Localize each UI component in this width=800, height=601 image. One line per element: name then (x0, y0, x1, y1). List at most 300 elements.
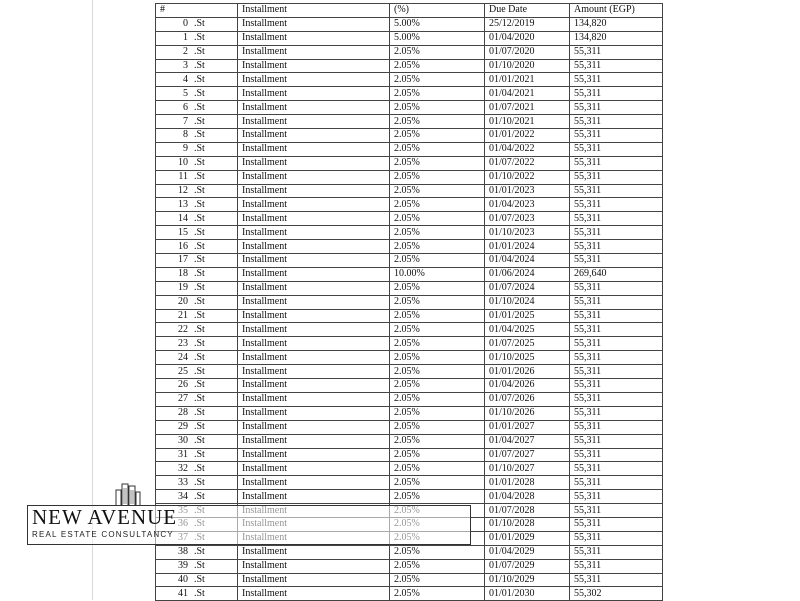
header-amount: Amount (EGP) (570, 4, 663, 18)
installment-cell: Installment (238, 379, 390, 393)
table-row (156, 545, 663, 559)
installment-cell: Installment (238, 351, 390, 365)
installment-cell: Installment (238, 129, 390, 143)
row-st-label: .St (194, 587, 205, 599)
row-number: 26 (178, 379, 188, 391)
row-st-label: .St (194, 60, 205, 71)
percent-cell: 2.05% (390, 156, 485, 170)
due-date-cell: 01/01/2028 (485, 476, 570, 490)
row-number: 7 (183, 115, 188, 127)
amount-cell: 55,311 (570, 309, 663, 323)
due-date-cell: 01/10/2024 (485, 295, 570, 309)
row-number: 21 (178, 310, 188, 322)
amount-cell: 55,311 (570, 170, 663, 184)
row-number: 17 (178, 254, 188, 266)
row-number: 39 (178, 560, 188, 572)
row-st-label: .St (194, 157, 205, 169)
percent-cell: 2.05% (390, 184, 485, 198)
row-number: 41 (178, 587, 188, 599)
row-number-cell (156, 115, 238, 129)
row-st-label: .St (194, 143, 205, 155)
row-number: 4 (183, 73, 188, 85)
row-number-cell (156, 240, 238, 254)
amount-cell: 55,311 (570, 573, 663, 587)
table-row (156, 198, 663, 212)
amount-cell: 55,311 (570, 351, 663, 365)
table-row (156, 45, 663, 59)
row-number-cell (156, 198, 238, 212)
row-st-label: .St (194, 490, 205, 502)
installment-cell: Installment (238, 254, 390, 268)
row-number-cell (156, 379, 238, 393)
installment-cell: Installment (238, 115, 390, 129)
installment-cell: Installment (238, 198, 390, 212)
row-number-cell (156, 87, 238, 101)
percent-cell: 2.05% (390, 406, 485, 420)
row-number-cell (156, 129, 238, 143)
row-st-label: .St (194, 73, 205, 85)
table-row (156, 462, 663, 476)
table-row (156, 129, 663, 143)
table-row (156, 351, 663, 365)
installment-cell: Installment (238, 573, 390, 587)
amount-cell: 55,311 (570, 462, 663, 476)
table-row (156, 490, 663, 504)
percent-cell: 2.05% (390, 115, 485, 129)
row-number-cell (156, 309, 238, 323)
percent-cell: 2.05% (390, 87, 485, 101)
table-row (156, 101, 663, 115)
amount-cell: 55,311 (570, 490, 663, 504)
amount-cell: 55,311 (570, 87, 663, 101)
table-row (156, 323, 663, 337)
table-row (156, 115, 663, 129)
percent-cell: 2.05% (390, 379, 485, 393)
row-number: 23 (178, 337, 188, 349)
percent-cell: 2.05% (390, 337, 485, 351)
watermark-title: NEW AVENUE (32, 505, 178, 529)
row-st-label: .St (194, 421, 205, 433)
row-number-cell (156, 323, 238, 337)
installment-cell: Installment (238, 448, 390, 462)
amount-cell: 55,311 (570, 142, 663, 156)
row-st-label: .St (194, 365, 205, 377)
row-st-label: .St (194, 337, 205, 349)
percent-cell: 2.05% (390, 240, 485, 254)
row-number-cell (156, 448, 238, 462)
row-number: 1 (183, 32, 188, 44)
percent-cell: 2.05% (390, 462, 485, 476)
table-row (156, 87, 663, 101)
percent-cell: 2.05% (390, 476, 485, 490)
installment-cell: Installment (238, 31, 390, 45)
amount-cell: 55,311 (570, 504, 663, 518)
installment-cell: Installment (238, 406, 390, 420)
row-st-label: .St (194, 379, 205, 391)
percent-cell: 2.05% (390, 281, 485, 295)
row-number-cell (156, 476, 238, 490)
row-number-cell (156, 406, 238, 420)
due-date-cell: 01/10/2022 (485, 170, 570, 184)
row-st-label: .St (194, 254, 205, 266)
due-date-cell: 01/04/2022 (485, 142, 570, 156)
row-number-cell (156, 156, 238, 170)
due-date-cell: 01/07/2028 (485, 504, 570, 518)
percent-cell: 2.05% (390, 573, 485, 587)
row-number-cell (156, 462, 238, 476)
row-number: 24 (178, 351, 188, 363)
installment-cell: Installment (238, 420, 390, 434)
row-number: 40 (178, 573, 188, 585)
row-number-cell (156, 254, 238, 268)
row-number: 16 (178, 240, 188, 252)
row-number: 22 (178, 323, 188, 335)
due-date-cell: 01/10/2023 (485, 226, 570, 240)
percent-cell: 2.05% (390, 351, 485, 365)
percent-cell: 2.05% (390, 309, 485, 323)
row-st-label: .St (194, 115, 205, 127)
row-number: 27 (178, 393, 188, 405)
due-date-cell: 01/04/2020 (485, 31, 570, 45)
due-date-cell: 01/06/2024 (485, 267, 570, 281)
due-date-cell: 01/07/2022 (485, 156, 570, 170)
amount-cell: 55,311 (570, 212, 663, 226)
due-date-cell: 01/07/2020 (485, 45, 570, 59)
amount-cell: 55,311 (570, 59, 663, 73)
row-st-label: .St (194, 46, 205, 58)
percent-cell: 2.05% (390, 434, 485, 448)
row-number: 5 (183, 87, 188, 99)
row-st-label: .St (194, 282, 205, 294)
installment-cell: Installment (238, 309, 390, 323)
row-number: 3 (183, 60, 188, 71)
amount-cell: 55,311 (570, 295, 663, 309)
table-row (156, 212, 663, 226)
row-number: 19 (178, 282, 188, 294)
table-row (156, 420, 663, 434)
header-percent: (%) (390, 4, 485, 18)
percent-cell: 2.05% (390, 365, 485, 379)
percent-cell: 5.00% (390, 17, 485, 31)
table-row (156, 337, 663, 351)
table-row (156, 379, 663, 393)
row-st-label: .St (194, 435, 205, 447)
row-st-label: .St (194, 226, 205, 238)
table-row (156, 406, 663, 420)
percent-cell: 2.05% (390, 129, 485, 143)
amount-cell: 55,311 (570, 129, 663, 143)
row-st-label: .St (194, 129, 205, 141)
installment-cell: Installment (238, 184, 390, 198)
installment-cell: Installment (238, 267, 390, 281)
installment-cell: Installment (238, 281, 390, 295)
row-number: 13 (178, 198, 188, 210)
table-row (156, 156, 663, 170)
row-number: 8 (183, 129, 188, 141)
row-number-cell (156, 365, 238, 379)
row-number-cell (156, 295, 238, 309)
due-date-cell: 01/10/2027 (485, 462, 570, 476)
amount-cell: 55,311 (570, 254, 663, 268)
installment-cell: Installment (238, 337, 390, 351)
table-header-row (156, 4, 663, 18)
row-number-cell (156, 59, 238, 73)
amount-cell: 55,311 (570, 323, 663, 337)
table-row (156, 31, 663, 45)
due-date-cell: 01/04/2026 (485, 379, 570, 393)
row-number: 9 (183, 143, 188, 155)
buildings-icon (104, 482, 152, 506)
row-number-cell (156, 392, 238, 406)
row-st-label: .St (194, 101, 205, 113)
row-st-label: .St (194, 171, 205, 183)
percent-cell: 2.05% (390, 392, 485, 406)
row-number: 25 (178, 365, 188, 377)
due-date-cell: 01/10/2028 (485, 517, 570, 531)
row-number: 32 (178, 462, 188, 474)
installment-cell: Installment (238, 101, 390, 115)
installment-cell: Installment (238, 156, 390, 170)
due-date-cell: 01/01/2023 (485, 184, 570, 198)
row-number-cell (156, 212, 238, 226)
row-number: 29 (178, 421, 188, 433)
row-number-cell (156, 559, 238, 573)
table-row (156, 365, 663, 379)
amount-cell: 55,311 (570, 420, 663, 434)
due-date-cell: 01/10/2029 (485, 573, 570, 587)
row-st-label: .St (194, 212, 205, 224)
due-date-cell: 01/10/2020 (485, 59, 570, 73)
amount-cell: 55,311 (570, 434, 663, 448)
row-number-cell (156, 587, 238, 601)
installment-cell: Installment (238, 212, 390, 226)
percent-cell: 5.00% (390, 31, 485, 45)
percent-cell: 2.05% (390, 212, 485, 226)
amount-cell: 55,311 (570, 198, 663, 212)
amount-cell: 55,311 (570, 73, 663, 87)
due-date-cell: 01/04/2024 (485, 254, 570, 268)
header-installment: Installment (238, 4, 390, 18)
row-number-cell (156, 184, 238, 198)
installment-cell: Installment (238, 365, 390, 379)
due-date-cell: 01/01/2030 (485, 587, 570, 601)
amount-cell: 55,311 (570, 337, 663, 351)
installment-cell: Installment (238, 490, 390, 504)
amount-cell: 55,311 (570, 156, 663, 170)
installment-cell: Installment (238, 476, 390, 490)
row-number: 12 (178, 185, 188, 197)
amount-cell: 134,820 (570, 17, 663, 31)
row-st-label: .St (194, 323, 205, 335)
amount-cell: 55,311 (570, 226, 663, 240)
row-st-label: .St (194, 560, 205, 572)
installment-cell: Installment (238, 295, 390, 309)
percent-cell: 2.05% (390, 59, 485, 73)
table-row (156, 559, 663, 573)
row-number-cell (156, 226, 238, 240)
row-st-label: .St (194, 32, 205, 44)
percent-cell: 2.05% (390, 45, 485, 59)
row-number-cell (156, 434, 238, 448)
percent-cell: 2.05% (390, 170, 485, 184)
amount-cell: 55,311 (570, 101, 663, 115)
due-date-cell: 01/04/2027 (485, 434, 570, 448)
due-date-cell: 01/07/2023 (485, 212, 570, 226)
row-number-cell (156, 337, 238, 351)
table-row (156, 448, 663, 462)
row-number-cell (156, 73, 238, 87)
due-date-cell: 01/01/2026 (485, 365, 570, 379)
due-date-cell: 01/10/2026 (485, 406, 570, 420)
installment-cell: Installment (238, 559, 390, 573)
amount-cell: 55,311 (570, 392, 663, 406)
table-row (156, 281, 663, 295)
amount-cell: 134,820 (570, 31, 663, 45)
row-st-label: .St (194, 476, 205, 488)
percent-cell: 10.00% (390, 267, 485, 281)
installment-cell: Installment (238, 17, 390, 31)
row-number-cell (156, 45, 238, 59)
amount-cell: 55,311 (570, 184, 663, 198)
table-row (156, 240, 663, 254)
row-st-label: .St (194, 87, 205, 99)
installment-cell: Installment (238, 434, 390, 448)
table-row (156, 170, 663, 184)
row-number: 0 (183, 18, 188, 30)
amount-cell: 55,311 (570, 379, 663, 393)
installment-cell: Installment (238, 226, 390, 240)
due-date-cell: 01/07/2026 (485, 392, 570, 406)
due-date-cell: 01/04/2028 (485, 490, 570, 504)
table-row (156, 295, 663, 309)
row-st-label: .St (194, 546, 205, 558)
row-st-label: .St (194, 185, 205, 197)
table-row (156, 17, 663, 31)
installment-cell: Installment (238, 462, 390, 476)
due-date-cell: 01/07/2021 (485, 101, 570, 115)
due-date-cell: 01/01/2027 (485, 420, 570, 434)
row-st-label: .St (194, 351, 205, 363)
percent-cell: 2.05% (390, 226, 485, 240)
installment-cell: Installment (238, 45, 390, 59)
amount-cell: 55,311 (570, 406, 663, 420)
percent-cell: 2.05% (390, 587, 485, 601)
row-number-cell (156, 420, 238, 434)
amount-cell: 55,311 (570, 531, 663, 545)
installment-cell: Installment (238, 323, 390, 337)
amount-cell: 55,311 (570, 559, 663, 573)
table-row (156, 184, 663, 198)
table-row (156, 587, 663, 601)
table-row (156, 254, 663, 268)
row-st-label: .St (194, 393, 205, 405)
row-st-label: .St (194, 296, 205, 308)
installment-cell: Installment (238, 392, 390, 406)
due-date-cell: 01/07/2029 (485, 559, 570, 573)
percent-cell: 2.05% (390, 254, 485, 268)
row-number: 31 (178, 448, 188, 460)
due-date-cell: 01/01/2025 (485, 309, 570, 323)
row-number: 14 (178, 212, 188, 224)
due-date-cell: 25/12/2019 (485, 17, 570, 31)
installment-cell: Installment (238, 587, 390, 601)
percent-cell: 2.05% (390, 323, 485, 337)
row-st-label: .St (194, 18, 205, 30)
amount-cell: 55,311 (570, 115, 663, 129)
row-number-cell (156, 490, 238, 504)
row-number: 18 (178, 268, 188, 280)
row-number-cell (156, 351, 238, 365)
header-due-date: Due Date (485, 4, 570, 18)
percent-cell: 2.05% (390, 559, 485, 573)
installment-cell: Installment (238, 87, 390, 101)
row-st-label: .St (194, 448, 205, 460)
installment-cell: Installment (238, 240, 390, 254)
row-number: 2 (183, 46, 188, 58)
due-date-cell: 01/01/2029 (485, 531, 570, 545)
row-number: 34 (178, 490, 188, 502)
row-st-label: .St (194, 310, 205, 322)
installment-cell: Installment (238, 59, 390, 73)
percent-cell: 2.05% (390, 142, 485, 156)
table-row (156, 267, 663, 281)
table-row (156, 142, 663, 156)
amount-cell: 55,311 (570, 281, 663, 295)
due-date-cell: 01/07/2025 (485, 337, 570, 351)
table-row (156, 309, 663, 323)
due-date-cell: 01/04/2021 (485, 87, 570, 101)
row-number: 10 (178, 157, 188, 169)
row-number: 38 (178, 546, 188, 558)
percent-cell: 2.05% (390, 73, 485, 87)
row-st-label: .St (194, 268, 205, 280)
header-number: # (156, 4, 238, 18)
table-row (156, 573, 663, 587)
due-date-cell: 01/01/2022 (485, 129, 570, 143)
watermark-subtitle: REAL ESTATE CONSULTANCY (32, 530, 174, 539)
row-st-label: .St (194, 240, 205, 252)
row-number: 33 (178, 476, 188, 488)
amount-cell: 55,311 (570, 45, 663, 59)
row-number: 28 (178, 407, 188, 419)
amount-cell: 269,640 (570, 267, 663, 281)
due-date-cell: 01/10/2021 (485, 115, 570, 129)
table-row (156, 226, 663, 240)
row-number: 11 (178, 171, 188, 183)
row-number-cell (156, 142, 238, 156)
row-number-cell (156, 101, 238, 115)
amount-cell: 55,311 (570, 517, 663, 531)
table-row (156, 59, 663, 73)
table-row (156, 476, 663, 490)
installment-cell: Installment (238, 545, 390, 559)
due-date-cell: 01/10/2025 (485, 351, 570, 365)
due-date-cell: 01/04/2029 (485, 545, 570, 559)
row-number-cell (156, 170, 238, 184)
percent-cell: 2.05% (390, 101, 485, 115)
row-st-label: .St (194, 407, 205, 419)
percent-cell: 2.05% (390, 420, 485, 434)
due-date-cell: 01/07/2024 (485, 281, 570, 295)
due-date-cell: 01/04/2025 (485, 323, 570, 337)
installment-cell: Installment (238, 73, 390, 87)
amount-cell: 55,311 (570, 240, 663, 254)
row-st-label: .St (194, 462, 205, 474)
row-number: 15 (178, 226, 188, 238)
row-number: 30 (178, 435, 188, 447)
row-st-label: .St (194, 198, 205, 210)
table-row (156, 73, 663, 87)
